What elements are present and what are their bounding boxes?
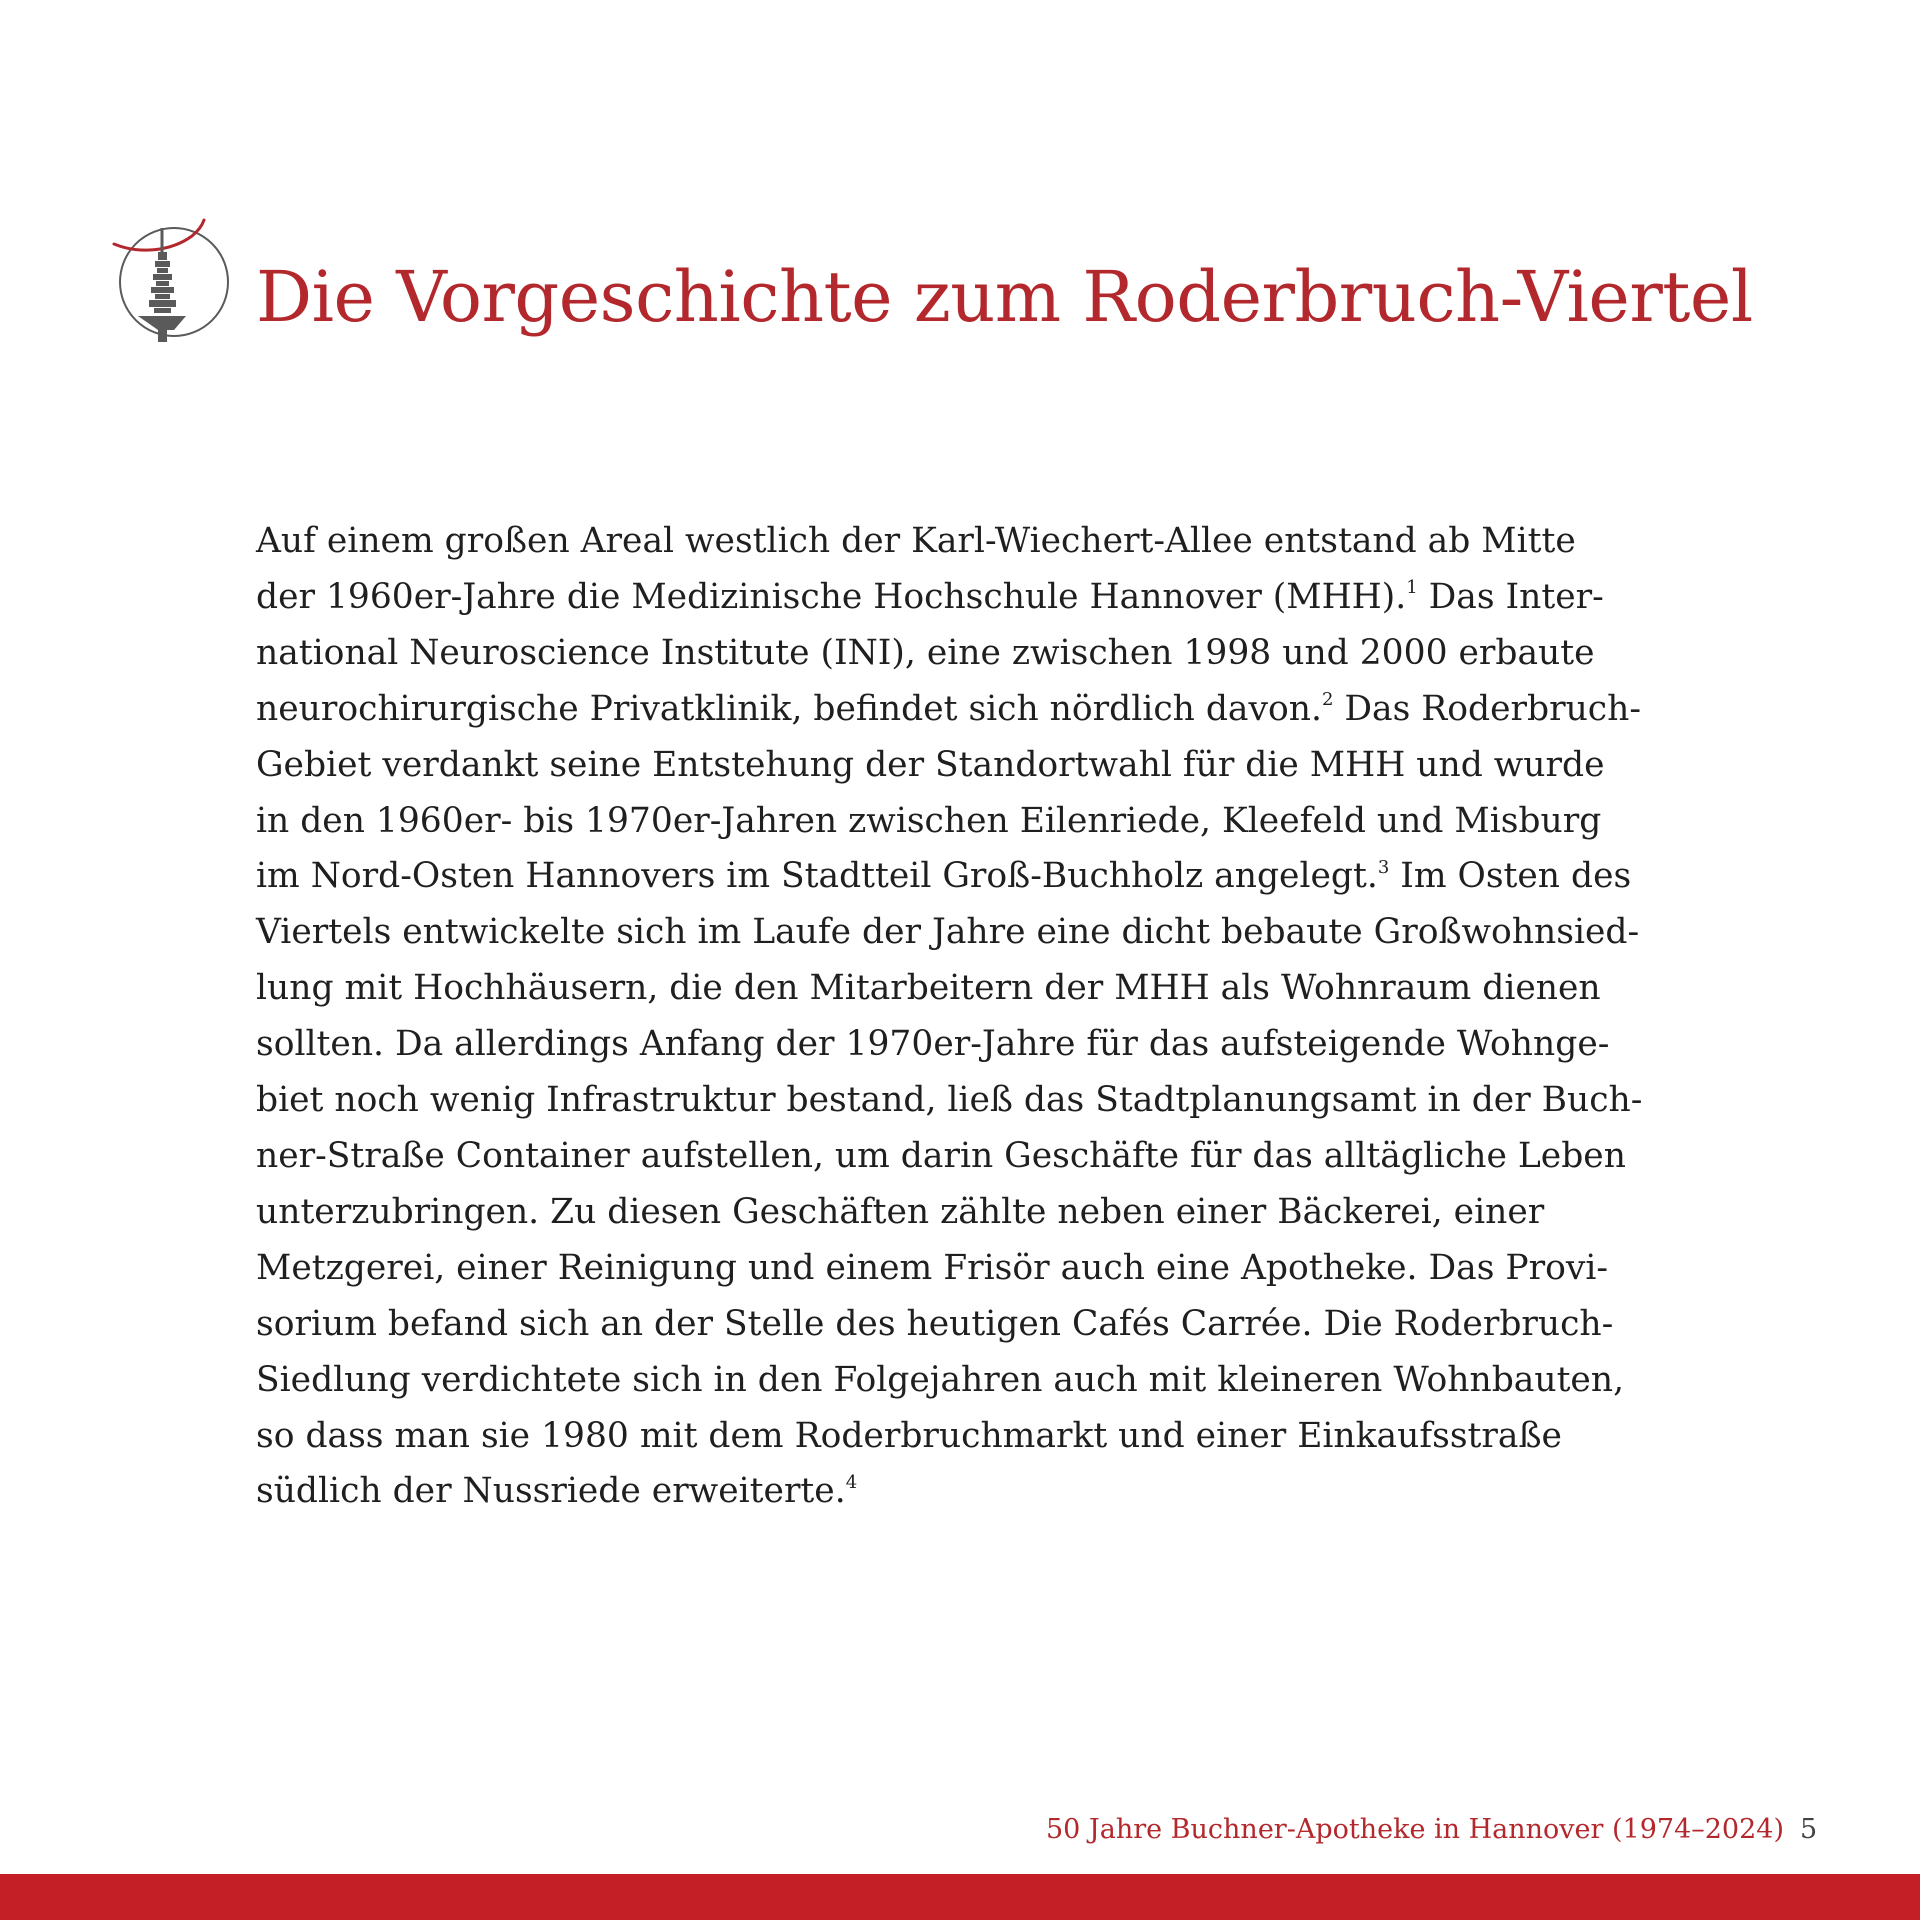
- body-line: [256, 1241, 1686, 1297]
- body-line-text: Siedlung verdichtete sich in den Folgejahren auch mit kleineren Wohnbauten,: [256, 1359, 1625, 1400]
- body-paragraph: [256, 514, 1686, 1520]
- bottom-accent-bar: [0, 1874, 1920, 1920]
- body-line: [256, 1185, 1686, 1241]
- body-line-text: Metzgerei, einer Reinigung und einem Frisör auch eine Apotheke. Das Provi-: [256, 1247, 1609, 1288]
- body-line: [256, 514, 1686, 570]
- body-line: [256, 626, 1686, 682]
- body-line: [256, 1297, 1686, 1353]
- footnote-marker: 2: [1321, 689, 1334, 711]
- body-line: [256, 1017, 1686, 1073]
- body-line-text: im Nord-Osten Hannovers im Stadtteil Groß-Buchholz angelegt.: [256, 856, 1378, 897]
- body-line: [256, 961, 1686, 1017]
- footnote-marker: 3: [1377, 856, 1390, 878]
- body-line: [256, 738, 1686, 794]
- body-line-text: Das Roderbruch-: [1333, 688, 1641, 729]
- footnote-marker: 1: [1406, 577, 1418, 599]
- running-footer-title: 50 Jahre Buchner-Apotheke in Hannover (1974–2024): [1045, 1814, 1784, 1845]
- body-line-text: der 1960er-Jahre die Medizinische Hochschule Hannover (MHH).: [256, 576, 1407, 617]
- body-line-text: Viertels entwickelte sich im Laufe der Jahre eine dicht bebaute Großwohnsied-: [256, 912, 1640, 953]
- body-line: [256, 1353, 1686, 1409]
- tower-emblem-icon: [108, 208, 238, 348]
- body-line: [256, 682, 1686, 738]
- body-line-text: Gebiet verdankt seine Entstehung der Standortwahl für die MHH und wurde: [256, 744, 1605, 785]
- chapter-title: Die Vorgeschichte zum Roderbruch-Viertel: [256, 256, 1753, 338]
- body-line: [256, 905, 1686, 961]
- body-line: [256, 1464, 1686, 1520]
- body-line-text: Im Osten des: [1389, 856, 1632, 897]
- body-line-text: sorium befand sich an der Stelle des heutigen Cafés Carrée. Die Roderbruch-: [256, 1303, 1614, 1344]
- body-line-text: national Neuroscience Institute (INI), eine zwischen 1998 und 2000 erbaute: [256, 632, 1595, 673]
- body-line: [256, 794, 1686, 850]
- body-line-text: biet noch wenig Infrastruktur bestand, ließ das Stadtplanungsamt in der Buch-: [256, 1080, 1643, 1121]
- body-line-text: südlich der Nussriede erweiterte.: [256, 1471, 846, 1512]
- body-line-text: Das Inter-: [1417, 576, 1604, 617]
- body-line: [256, 1073, 1686, 1129]
- body-line: [256, 1129, 1686, 1185]
- body-line-text: sollten. Da allerdings Anfang der 1970er-Jahre für das aufsteigende Wohnge-: [256, 1024, 1610, 1065]
- body-line-text: ner-Straße Container aufstellen, um darin Geschäfte für das alltägliche Leben: [256, 1135, 1626, 1176]
- body-line: [256, 1409, 1686, 1465]
- body-line-text: neurochirurgische Privatklinik, befindet sich nördlich davon.: [256, 688, 1322, 729]
- footnote-marker: 4: [845, 1471, 858, 1493]
- body-line-text: Auf einem großen Areal westlich der Karl-Wiechert-Allee entstand ab Mitte: [256, 521, 1576, 561]
- body-line-text: lung mit Hochhäusern, die den Mitarbeitern der MHH als Wohnraum dienen: [256, 968, 1601, 1009]
- body-line-text: unterzubringen. Zu diesen Geschäften zählte neben einer Bäckerei, einer: [256, 1191, 1545, 1232]
- body-line-text: in den 1960er- bis 1970er-Jahren zwischen Eilenriede, Kleefeld und Misburg: [256, 800, 1602, 841]
- page-number: 5: [1800, 1814, 1818, 1845]
- body-line: [256, 849, 1686, 905]
- body-line-text: so dass man sie 1980 mit dem Roderbruchmarkt und einer Einkaufsstraße: [256, 1415, 1562, 1456]
- body-line: [256, 570, 1686, 626]
